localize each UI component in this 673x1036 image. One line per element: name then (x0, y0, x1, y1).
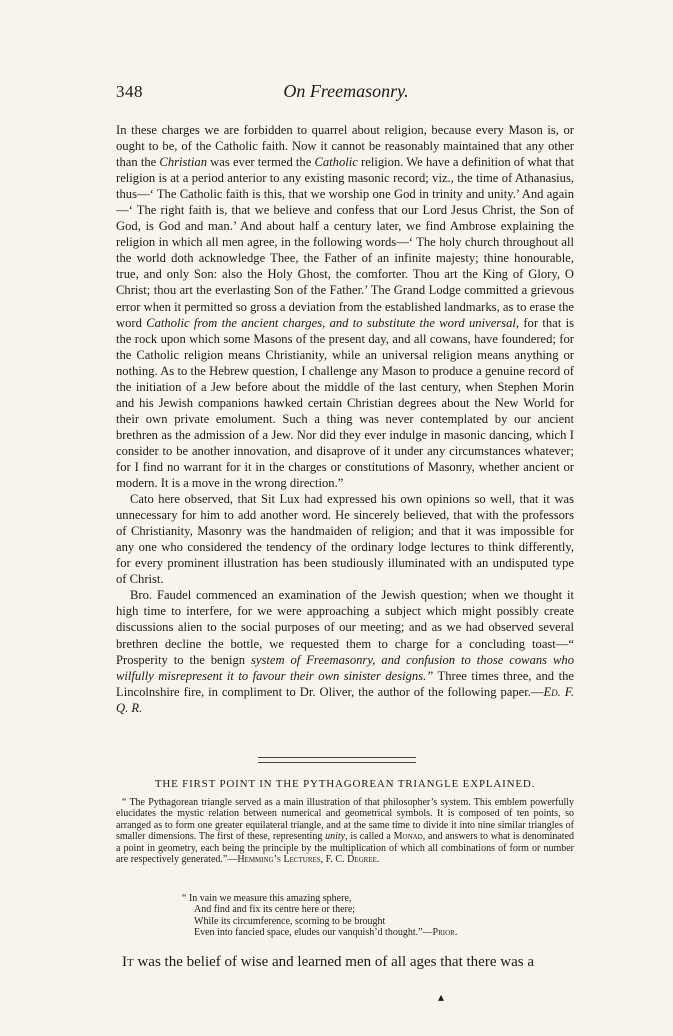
monad-term: Monad (393, 831, 423, 843)
catholic-italic: Catholic (314, 155, 358, 170)
paragraph-1-text-4: for that is the rock upon which some Masons of the present day, and all cowans, have foundered; for the Catholic religion means Christianity, while an universal religion means anything or nothing. As to the Hebrew question, I challenge any Mason to produce a genuine record of the initiation of a Jew before about the middle of the last century, when Stephen Morin and his Jewish companions hawked certain Christian degrees about the New World for their own private emolument. Such a thing was never contemplated by our ancient brethren as the admission of a Jew. Nor did they ever indulge in masonic dancing, which I consider to be another innovation, and disaprove of it under any circumstances whatever; for I find no warrant for it in the charges or constitutions of Masonry, whether ancient or modern. It is a move in the wrong direction.” (116, 315, 574, 491)
paragraph-3-text-2: Three times three, and the Lincolnshire fire, in compliment to Dr. Oliver, the author of the following paper.— (116, 668, 574, 699)
paragraph-1 (116, 122, 574, 491)
editor-signature: Ed. F. Q. R. (116, 684, 574, 715)
quote-text-3: , and answers to what is denominated a point in geometry, each being the principle by the multiplication of which all combinations of form or number are respectively generated.”— (116, 831, 575, 866)
running-title: On Freemasonry. (283, 81, 409, 101)
paragraph-2: Cato here observed, that Sit Lux had expressed his own opinions so well, that it was unnecessary for him to add another word. He sincerely believed, that with the professors of Christianity, Masonry was the handmaiden of religion; and that it was impossible for any one who considered the tendency of the ordinary lodge lectures to think differently, for every prominent illustration has been studiously illuminated with an undisputed type of Christ. (116, 492, 574, 587)
toast-italic: system of Freemasonry, and confusion to those cowans who wilfully misrepresent it to favour their own sinister designs.” (116, 652, 574, 683)
paragraph-1-text-3: religion. We have a definition of what that religion is at a period anterior to any existing masonic record; viz., the time of Athanasius, thus—‘ The Catholic faith is this, that we worship one God in trinity and unity.’ And again—‘ The right faith is, that we believe and confess that our Lord Jesus Christ, the Son of God, is God and man.’ And about half a century later, we find Ambrose explaining the religion in which all men agree, in the following words—‘ The holy church throughout all the world doth acknowledge Thee, the Father of an infinite majesty; thine honourable, true, and only Son: also the Holy Ghost, the comforter. Thou art the King of Glory, O Christ; thou art the everlasting Son of the Father.’ The Grand Lodge committed a grievous error when it permitted so gross a deviation from the established landmarks, as to erase the word (116, 155, 574, 330)
verse-line-1: “ In vain we measure this amazing sphere, (182, 893, 352, 904)
section-divider (258, 757, 416, 763)
paragraph-3 (116, 587, 574, 715)
verse-line-3: While its circumference, scorning to be brought (194, 915, 386, 927)
quote-source: Hemming’s Lectures, F. C. Degree. (237, 854, 380, 866)
verse-epigraph (182, 893, 582, 939)
paragraph-1-text-2: was ever termed the (207, 155, 315, 170)
verse-line-4 (182, 927, 582, 938)
verse-attribution: Prior. (432, 927, 458, 939)
quote-text: “ The Pythagorean triangle served as a main illustration of that philosopher’s system. This emblem powerfully elucidates the mystic relation between numerical and geometrical symbols. It is composed of ten points, so arranged as to form one greater equilateral triangle, and at the same time to divide it into nine similar triangles of smaller dimensions. The first of these, representing (116, 797, 574, 843)
page-number: 348 (116, 82, 143, 101)
christian-italic: Christian (159, 155, 208, 170)
section-title: THE FIRST POINT IN THE PYTHAGOREAN TRIANGLE EXPLAINED. (154, 778, 536, 790)
opening-text: was the belief of wise and learned men of all ages that there was a (133, 954, 534, 970)
body-text (116, 122, 574, 716)
paragraph-3-text: Bro. Faudel commenced an examination of the Jewish question; when we thought it high time to interfere, for we were approaching a subject which might possibly create discussions alien to the social purposes of our meeting; and as we had observed several brethren decline the bottle, we requested them to charge for a concluding toast—“ Prosperity to the benign (116, 588, 574, 667)
catchword-mark: ▴ (438, 990, 445, 1004)
quote-text-2: , is called a (345, 831, 394, 843)
opening-word: It (122, 954, 134, 970)
verse-line-2: And find and fix its centre here or there; (194, 904, 356, 916)
unity-italic: unity (325, 831, 346, 843)
paragraph-1-text: In these charges we are forbidden to quarrel about religion, because every Mason is, or ought to be, of the Catholic faith. Now it cannot be reasonably maintained that any other than the (116, 123, 574, 170)
page-header (116, 82, 576, 108)
opening-paragraph (116, 952, 574, 972)
epigraph-quote (116, 797, 574, 865)
catholic-universal-italic: Catholic from the ancient charges, and to substitute the word universal, (146, 315, 520, 330)
verse-line-4-text: Even into fancied space, eludes our vanquish’d thought.”— (194, 927, 433, 939)
